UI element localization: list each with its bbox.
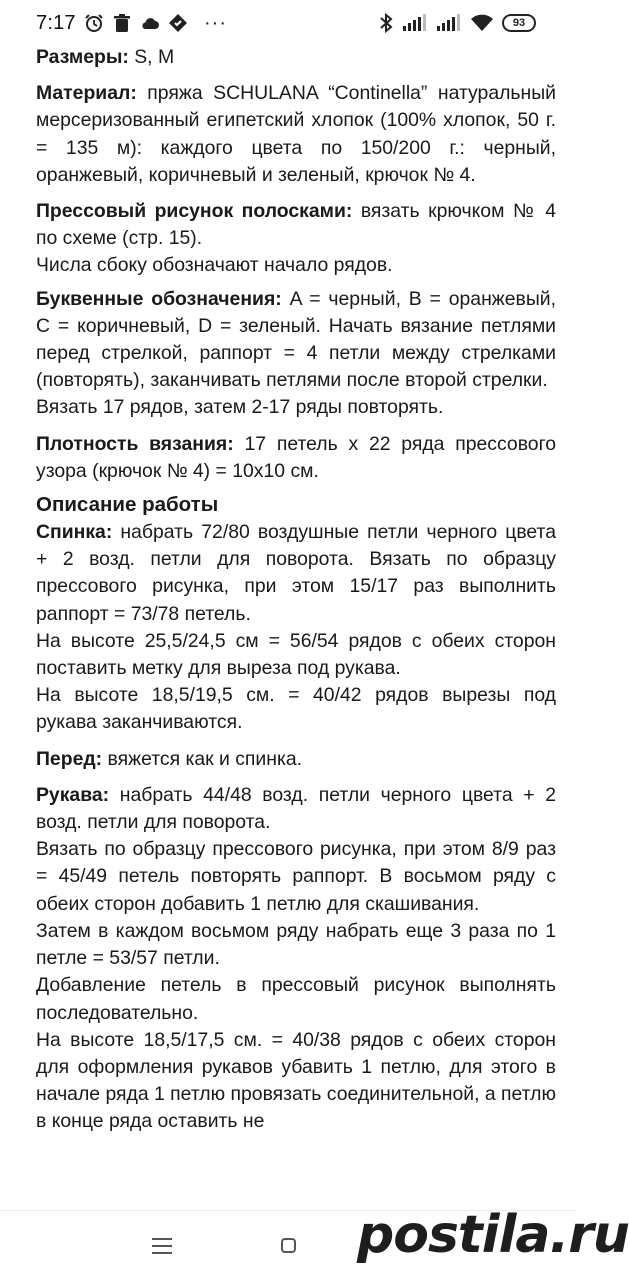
legend-paragraph (36, 286, 556, 395)
sizes-label: Размеры: (36, 46, 129, 68)
cloud-icon (140, 13, 160, 33)
pattern-text: вязать крючком № 4 по схеме (стр. 15). (36, 200, 556, 250)
sleeves-paragraph-2: Вязать по образцу прессового рисунка, при этом 8/9 раз = 45/49 петель повторять раппорт. В восьмом ряду с обеих сторон добавить 1 петлю для скашивания. (36, 838, 556, 915)
menu-line (152, 1252, 172, 1254)
wifi-icon (470, 14, 494, 32)
back-paragraph-2: На высоте 25,5/24,5 см = 56/54 рядов с обеих сторон поставить метку для выреза под рукава. (36, 629, 556, 680)
status-left-icons (84, 13, 227, 33)
menu-line (152, 1245, 172, 1247)
back-paragraph-3: На высоте 18,5/19,5 см. = 40/42 рядов вырезы под рукава заканчиваются. (36, 684, 556, 734)
material-text: пряжа SCHULANA “Continella” натуральный мерсеризованный египетский хлопок (100% хлопок, 50 г. = 135 м): каждого цвета по 150/200 г.: черный, оранжевый, коричневый и зеленый, крючок № 4. (36, 82, 556, 186)
battery-indicator: 93 (502, 14, 536, 32)
sleeves-paragraph-3: Затем в каждом восьмом ряду набрать еще 3 раза по 1 петле = 53/57 петли. (36, 919, 556, 970)
front-label: Перед: (36, 747, 103, 770)
back-label: Спинка: (36, 521, 113, 544)
status-right-icons (378, 12, 536, 34)
menu-line (152, 1238, 172, 1240)
status-time: 7:17 (36, 12, 76, 34)
gauge-paragraph (36, 431, 556, 485)
pattern-note: Числа сбоку обозначают начало рядов. (36, 254, 393, 277)
signal-icon-sim1 (402, 14, 428, 32)
sizes-text: S, M (128, 46, 175, 68)
trash-icon (112, 13, 132, 33)
alarm-icon (84, 13, 104, 33)
status-bar (0, 0, 576, 44)
home-button[interactable] (281, 1238, 296, 1253)
gauge-label: Плотность вязания: (36, 432, 234, 455)
back-paragraph (36, 519, 556, 628)
signal-icon-sim2 (436, 14, 462, 32)
bluetooth-icon (378, 12, 394, 34)
sleeves-paragraph (36, 782, 556, 836)
material-paragraph (36, 80, 556, 189)
pattern-label: Прессовый рисунок полосками: (36, 200, 353, 223)
pattern-paragraph (36, 198, 556, 252)
legend-label: Буквенные обозначения: (36, 287, 282, 310)
more-notifications-icon: ··· (204, 12, 227, 34)
article-content (36, 44, 556, 1210)
sleeves-label: Рукава: (36, 783, 110, 806)
sizes-paragraph (36, 44, 556, 71)
watermark-logo: postila.ru (357, 1205, 629, 1265)
sleeves-paragraph-4: Добавление петель в прессовый рисунок выполнять последовательно. (36, 974, 556, 1024)
front-text: вяжется как и спинка. (102, 747, 303, 770)
legend-note: Вязать 17 рядов, затем 2-17 ряды повторять. (36, 396, 444, 419)
legend-text: A = черный, B = оранжевый, C = коричневый, D = зеленый. Начать вязание петлями перед стрелкой, раппорт = 4 петли между стрелками (повторять), заканчивать петлями после второй стрелки. (36, 287, 556, 392)
sleeves-paragraph-5: На высоте 18,5/17,5 см. = 40/38 рядов с обеих сторон для оформления рукавов убавить 1 петлю, для этого в начале ряда 1 петлю провязать соединительной, а петлю в конце ряда оставить не (36, 1028, 556, 1133)
front-paragraph (36, 746, 556, 773)
app-notification-icon (168, 13, 188, 33)
section-title: Описание работы (36, 493, 219, 517)
material-label: Материал: (36, 82, 137, 105)
back-text: набрать 72/80 воздушные петли черного цвета + 2 возд. петли для поворота. Вязать по образцу прессового рисунка, при этом 15/17 раз выполнить раппорт = 73/78 петель. (36, 521, 556, 625)
recent-apps-button[interactable] (152, 1238, 172, 1254)
gauge-text: 17 петель x 22 ряда прессового узора (крючок № 4) = 10x10 см. (36, 432, 557, 482)
sleeves-text: набрать 44/48 возд. петли черного цвета + 2 возд. петли для поворота. (36, 783, 556, 834)
